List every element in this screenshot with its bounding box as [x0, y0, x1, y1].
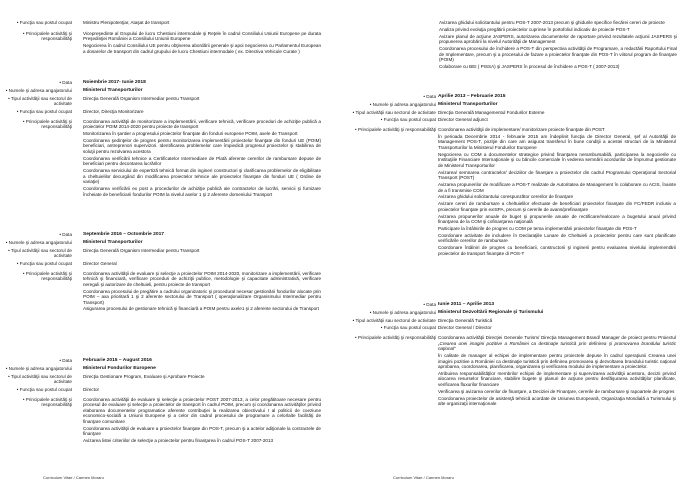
position-label: • Funcţia sau postul ocupat: [380, 325, 436, 331]
activity-item: Coordonarea serviciului de expertiză tehnică format din ingineri constructori şi clarificarea problemelor de eligibilitate a cheltuielilor decurgând din modificarea proiectelor tehnice ale proiectelor finanţate din fonduri UE ( Ordine de variaţie): [83, 168, 321, 185]
position-value: Director General: [83, 260, 117, 266]
activity-item: Coordonarea activităţii de evaluare şi selecţie a proiectelor POST 2007-2013, a celor pregătitoare necesare pentru procesul de evaluare şi selecţie a proiectelor de transport în cadrul POIM, precum şi coordonarea activităţilor privind elaborarea documentelor programatice aferente contribuţiei la realizarea obiectivului I al politicii de coeziune economico-socială a Uniunii Europene şi a celor din cadrul procesului de programare a celorlalte facilităţi de finanţare comunitare: [83, 396, 321, 424]
activity-item: Coordonarea procesului de pregătire a cadrului organizatoric şi procedural necesar gestionării fondurilor alocate prin POIM – axa prioritară 1 şi 2 aferente sectorului de Transport ( operaţionalizare Organismului Intermediar pentru Transport): [83, 288, 321, 305]
activity-item: Coordonarea activităţii de implementare/ monitorizare proiecte finanţate din POST: [438, 126, 605, 132]
sector-label: • Tipul activităţii sau sectorul de activitate: [8, 95, 72, 107]
activity-item: Vicepreşedinte al Grupului de lucru Chestiuni intermodale şi Reţele în cadrul Consiliului Uniunii Europene pe durata Preşedinţiei României a Consiliului Uniunii Europene: [83, 30, 321, 42]
activity-item: Avizarea listei criteriilor de selecţie a proiectelor pentru finanţarea în cadrul POS-T 2007-2013: [83, 438, 274, 444]
activities-label: • Principalele activităţi şi responsabilităţi: [22, 118, 72, 130]
position-label: • Funcţia sau postul ocupat: [16, 260, 72, 266]
activity-item: Coordonarea activităţii de evaluare a proiectelor finanţate din POS-T, precum şi a actelor adiţionale la contractele de finanţare: [83, 425, 321, 437]
position-label: • Funcţia sau postul ocupat: [380, 117, 436, 123]
position-value: Director: [83, 386, 100, 392]
experience-entry: [0, 20, 350, 55]
activity-item: Avizarea propunerilor de modificare a POS-T realizate de Autoritatea de Management în colaborare cu ACIS, înainte de a fi transmise COM: [438, 182, 676, 193]
position-value: Director, Direcţia Monitorizare: [83, 108, 144, 114]
employer-label: • Numele şi adresa angajatorului: [5, 365, 72, 371]
activity-item: Monitorizarea în şantier a progresului proiectelor finanţate din fonduri europene POIM, axele de Transport: [83, 130, 298, 136]
position-value: Ministru Plenipotenţiar, Ataşat de transport: [83, 20, 170, 25]
activities-list: [83, 119, 321, 199]
employer-value: Ministerul Transporturilor: [83, 87, 143, 93]
experience-entry: [0, 232, 350, 313]
activities-continuation: [439, 20, 677, 71]
activity-item: Coordonarea şedinţelor de progres pentru monitorizarea implementării proiectelor finanţate din fonduri UE (POIM) beneficiari, antreprenori supervizori. Identificarea problemelor care împiedică progresul proiectelor şi stabilirea de soluţii pentru rezolvarea acestora: [83, 137, 321, 154]
cv-page-right: [350, 0, 700, 493]
activities-list: [436, 335, 676, 408]
date-value: Septembrie 2016 – Octombrie 2017: [83, 232, 165, 237]
employer-label: • Numele şi adresa angajatorului: [369, 309, 436, 315]
date-label: • Data: [59, 232, 72, 237]
activities-label: • Principalele activităţi şi responsabilităţi: [354, 126, 436, 132]
employer-value: Ministerul Transporturilor: [83, 239, 143, 245]
employer-value: Ministerul Transporturilor: [438, 101, 498, 107]
sector-label: • Tipul activităţii sau sectorul de activitate: [8, 373, 72, 385]
sector-value: Direcţia Generală Organism Intermediar pentru Transport: [83, 95, 200, 101]
activity-item: În perioada Decembrie 2014 - februarie 2015 am îndeplinit funcţia de Director General, şef al Autorităţii de Management POS-T, poziţie din care am asigurat transferul în bune condiţii a acestei structuri de la Ministerul Transporturilor la Ministerul Fondurilor Europene: [438, 133, 676, 150]
experience-entry: [0, 358, 350, 445]
activity-item: Avizarea ghidului solicitantului pentru POS-T 2007-2013 precum şi ghidurile specifice fiecărei cereri de proiecte: [439, 20, 665, 25]
page-footer: Curriculum Vitae / Carmen Moraru: [393, 475, 454, 480]
activity-item: Coordonarea verificării tehnice a Certificatelor Intermediare de Plată aferente cererilor de rambursare depuse de beneficiari pentru decontarea lucrărilor: [83, 155, 321, 167]
employer-label: • Numele şi adresa angajatorului: [5, 87, 72, 93]
activities-list: [83, 31, 321, 56]
activities-label: • Principalele activităţi şi responsabilităţi: [22, 270, 72, 282]
activities-list: [83, 397, 321, 445]
date-value: Iunie 2011 – Aprilie 2013: [438, 302, 495, 307]
position-value: Director General / Director: [438, 325, 492, 331]
activity-item: Negocierea cu COM a documentelor strategice privind finanţarea nerambursabilă, participarea la negocierile cu Instituţiile Financiare Internaţionale şi cu băncile comerciale în vederea semnării acordurilor de împrumut gestionate de Ministerul Transporturilor: [438, 151, 676, 168]
position-label: • Funcţia sau postul ocupat: [16, 108, 72, 114]
date-label: • Data: [59, 80, 72, 85]
experience-entry: [0, 80, 350, 198]
activity-item: Coordonarea verificării ex post a procedurilor de achiziţie publică ale contractelor de lucrări, servicii şi furnizare încheiate de beneficiarii fondurilor POIM la nivelul axelor 1 şi 2 aferente domeniului Transport: [83, 186, 321, 197]
sector-value: Direcţia Gestionare Program, Evaluare şi Aprobare Proiecte: [83, 373, 205, 379]
sector-label: • Tipul activităţii sau sectorul de activitate: [8, 247, 72, 259]
activity-item: Avizarea/ semnarea contractelor/ deciziilor de finanţare a proiectelor din cadrul Programului Operaţional Sectorial Transport (POST): [438, 169, 676, 181]
activity-item: Atribuirea responsabilităţilor membrilor echipei de implementare şi supervizarea activităţii acestora, decizii privind alocarea resurselor financiare, stabilire bugete şi planuri de acţiune pentru desfăşurarea activităţilor planificate, verificarea fluxurilor financiare: [438, 370, 676, 388]
employer-value: Ministerul Fondurilor Europene: [83, 365, 156, 371]
activity-item: Asigurarea procesului de gestionare tehnică şi financiară a POIM pentru axele1 şi 2 aferente sectorului de Transport: [83, 306, 319, 312]
activity-item: Coordonare activitate de includere în Declaraţiile Lunare de Cheltuieli a proiectelor pentru care sunt planificate verificările cererilor de rambursare: [438, 232, 676, 244]
position-label: • Funcţia sau postul ocupat: [16, 386, 72, 392]
employer-label: • Numele şi adresa angajatorului: [5, 239, 72, 245]
activities-label: • Principalele activităţi şi responsabilităţi: [22, 30, 72, 42]
activity-item: Colaborare cu BEI ( PISSA) şi JASPERS în procesul de închidere a POS-T ( 2007-2013): [439, 63, 620, 69]
page-footer: Curriculum Vitae / Carmen Moraru: [43, 475, 104, 480]
activity-item: Avizarea ghidului solicitantului corespunzător cererilor de finanţare: [438, 194, 573, 200]
activity-item: Avizare planul de acţiune JASPERS, autorizarea documentelor de raportare privind rezultatele acţiunii JASPERS şi propunerea aprobării la nivelul Autorităţii de Management: [439, 33, 677, 45]
activity-item: Coordonarea activităţii de evaluare şi selecţie a proiectelor POIM 2014-2020, monitorizare a implementării, verificare tehnică şi financiară, verificare proceduri de achiziţii publice, metodologie şi capacitate administrativă, verificare nereguli şi autorizare de cheltuieli, pentru proiecte de transport: [83, 270, 321, 287]
experience-entry: [350, 302, 700, 408]
employer-label: • Numele şi adresa angajatorului: [369, 101, 436, 107]
activities-label: • Principalele activităţi şi responsabilităţi: [354, 334, 436, 340]
sector-label: • Tipul activităţii sau sectorul de activitate: [352, 317, 436, 323]
experience-entry: [350, 94, 700, 257]
sector-value: Direcţia Generală Managementul Fondurilor Externe: [438, 109, 545, 115]
position-value: Director General adjunct: [438, 117, 488, 123]
activity-item: [438, 335, 676, 352]
activity-item: Avizarea propunerilor anuale de buget şi propunerile anuale de rectificare/realocare a bugetului anual privind finanţarea de la COM şi cofinanţarea naţională: [438, 213, 676, 225]
date-value: Noiembrie 2017- Iunie 2018: [83, 80, 146, 85]
activity-item: Verificarea şi avizarea cererilor de finanţare, a Deciziei de Finanţare, cererile de rambursare şi rapoartele de progres: [438, 388, 675, 394]
sector-value: Direcţia Generală Organism Intermediar pentru Transport: [83, 247, 200, 253]
date-label: • Data: [423, 302, 436, 307]
activity-item: Avizare cereri de rambursare a cheltuielilor efectuate de beneficiari proiectelor finanţate din FC/FEDR inclusiv a proiectelor finanţate prin exISPA, precum şi cererile de avans/prefinanţare: [438, 201, 676, 212]
activity-item: Participare la întâlnirile de progres cu COM pe tema implementării proiectelor finanţate din POS-T: [438, 225, 637, 231]
activity-lead: Coordonarea activităţii Direcţiei Generale Turism/ Direcţia Management Brand/ Manager de proiect pentru Proiectul: [438, 334, 676, 340]
activity-item: Coordonarea proiectelor de asistenţă tehnică acordate de Uniunea Europeană, Organizaţia Mondială a Turismului şi alte organizaţii internaţionale: [438, 395, 676, 407]
date-value: Februarie 2015 – August 2016: [83, 358, 152, 363]
activity-item: Coordonare întâlniri de progres cu beneficiarii, constructorii şi inginerii pentru evaluarea nivelului implementării proiectelor de transport finanţate di POS-T: [438, 245, 676, 256]
activity-item: Analiza privind evoluţia pregătirii proiectelor cuprinse în portofoliul indicativ de proiecte POS-T: [439, 26, 630, 32]
activities-list: [436, 127, 676, 258]
date-label: • Data: [59, 358, 72, 363]
date-value: Aprilie 2013 – Februarie 2015: [438, 94, 506, 99]
activities-list: [83, 271, 321, 314]
activities-label: • Principalele activităţi şi responsabilităţi: [22, 396, 72, 408]
employer-value: Ministerul Dezvoltării Regionale şi Turismului: [438, 309, 544, 315]
activity-item: Coordonarea procesului de închidere a POS-T din perspectiva activităţii de Programare, a redactării Raportului Final de Implementare, precum şi a procesului de fazare a proiectelor finanţate din POS-T în viitorul program de finanţare (POIM): [439, 45, 677, 63]
position-label: • Funcţia sau postul ocupat: [16, 20, 72, 25]
activity-item: Negocierea în cadrul Consiliului UE pentru obţinerea abordării generale şi apoi negocierea cu Parlamentul European a dosarelor de transport din cadrul grupului de lucru Chestiuni intermodale ( ex. Directiva Vehicule Curate ): [83, 42, 321, 54]
date-label: • Data: [423, 94, 436, 99]
activity-item: În calitate de manager al echipei de implementare pentru proiectele depuse în cadrul operaţiunii Crearea unei imagini pozitive a României ca destinaţie turistică prin definirea promovarea şi dezvoltarea brandului turistic naţional aprobarea, coordonarea, planificarea, organizarea şi verificarea modului de implementare a proiectelor.: [438, 352, 676, 370]
sector-label: • Tipul activităţii sau sectorul de activitate: [352, 109, 436, 115]
sector-value: Direcţia Generală Turistică: [438, 317, 493, 323]
project-title: „Crearea unei imagini pozitive a României ca destinaţie turistică prin definirea şi promovarea brandului turistic naţional”: [438, 340, 676, 352]
activity-item: Coordonarea activităţii de monitorizare a implementării, verificare tehnică, verificare proceduri de achiziţie publică a proiectelor POIM 2014-2020 pentru proiecte de transport: [83, 118, 321, 130]
